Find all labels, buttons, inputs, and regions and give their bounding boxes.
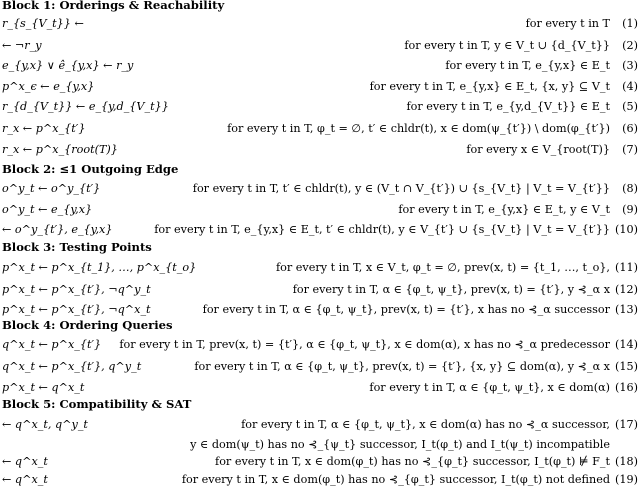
rule-2-head: ← ¬r_y [2, 39, 42, 52]
rule-10-condition: for every t in T, e_{y,x} ∈ E_t, t′ ∈ chldr(t), y ∈ V_{t′} ∪ {s_{V_t} | V_t = V_{t′}} [154, 223, 610, 236]
rule-16-number: (16) [615, 381, 638, 394]
rule-8-number: (8) [622, 182, 638, 195]
rule-6-head: r_x ← p^x_{t′} [2, 122, 86, 135]
block-2-heading: Block 2: ≤1 Outgoing Edge [2, 162, 179, 176]
rule-10-head: ← o^y_{t′}, e_{y,x} [2, 223, 113, 236]
block-3-heading: Block 3: Testing Points [2, 240, 152, 254]
block-1-heading: Block 1: Orderings & Reachability [2, 0, 225, 12]
rule-17-number: (17) [615, 418, 638, 431]
rule-17-condition-continued: y ∈ dom(ψ_t) has no ⊰_{ψ_t} successor, I_t(φ_t) and I_t(ψ_t) incompatible [190, 438, 610, 451]
rule-17-head: ← q^x_t, q^y_t [2, 418, 88, 431]
block-5-heading: Block 5: Compatibility & SAT [2, 397, 192, 411]
rule-7-head: r_x ← p^x_{root(T)} [2, 143, 118, 156]
rule-12-condition: for every t in T, α ∈ {φ_t, ψ_t}, prev(x, t) = {t′}, y ⊰_α x [292, 283, 610, 296]
rule-15-condition: for every t in T, α ∈ {φ_t, ψ_t}, prev(x, t) = {t′}, {x, y} ⊆ dom(α), y ⊰_α x [194, 360, 610, 373]
rule-5-head: r_{d_{V_t}} ← e_{y,d_{V_t}} [2, 100, 169, 113]
rule-1-number: (1) [622, 17, 638, 30]
rule-18-head: ← q^x_t [2, 455, 48, 468]
rule-18-number: (18) [615, 455, 638, 468]
rule-9-number: (9) [622, 203, 638, 216]
rule-5-condition: for every t in T, e_{y,d_{V_t}} ∈ E_t [406, 100, 610, 113]
rule-15-head: q^x_t ← p^x_{t′}, q^y_t [2, 360, 142, 373]
rule-2-condition: for every t in T, y ∈ V_t ∪ {d_{V_t}} [404, 39, 610, 52]
rule-8-head: o^y_t ← o^y_{t′} [2, 182, 101, 195]
rule-9-condition: for every t in T, e_{y,x} ∈ E_t, y ∈ V_t [398, 203, 610, 216]
rule-6-condition: for every t in T, φ_t = ∅, t′ ∈ chldr(t), x ∈ dom(ψ_{t′}) \ dom(φ_{t′}) [227, 122, 610, 135]
rule-14-number: (14) [615, 338, 638, 351]
rule-3-number: (3) [622, 59, 638, 72]
rule-5-number: (5) [622, 100, 638, 113]
rule-13-condition: for every t in T, α ∈ {φ_t, ψ_t}, prev(x, t) = {t′}, x has no ⊰_α successor [202, 303, 610, 316]
rule-15-number: (15) [615, 360, 638, 373]
rule-6-number: (6) [622, 122, 638, 135]
rule-4-condition: for every t in T, e_{y,x} ∈ E_t, {x, y} ⊆ V_t [369, 80, 610, 93]
rule-8-condition: for every t in T, t′ ∈ chldr(t), y ∈ (V_t ∩ V_{t′}) ∪ {s_{V_t} | V_t = V_{t′}} [192, 182, 610, 195]
rule-7-number: (7) [622, 143, 638, 156]
rule-4-number: (4) [622, 80, 638, 93]
rule-4-head: p^x_ϵ ← e_{y,x} [2, 80, 95, 93]
rule-14-condition: for every t in T, prev(x, t) = {t′}, α ∈ {φ_t, ψ_t}, x ∈ dom(α), x has no ⊰_α predecessor [119, 338, 610, 351]
rule-19-condition: for every t in T, x ∈ dom(φ_t) has no ⊰_{φ_t} successor, I_t(φ_t) not defined [181, 473, 610, 486]
rule-11-head: p^x_t ← p^x_{t_1}, …, p^x_{t_o} [2, 261, 197, 274]
rule-19-number: (19) [615, 473, 638, 486]
rule-14-head: q^x_t ← p^x_{t′} [2, 338, 102, 351]
rule-12-head: p^x_t ← p^x_{t′}, ¬q^y_t [2, 283, 151, 296]
rule-18-condition: for every t in T, x ∈ dom(φ_t) has no ⊰_{φ_t} successor, I_t(φ_t) ⊭ F_t [215, 455, 610, 468]
rule-10-number: (10) [615, 223, 638, 236]
rule-3-head: e_{y,x} ∨ ê_{y,x} ← r_y [2, 59, 134, 72]
rule-1-head: r_{s_{V_t}} ← [2, 17, 84, 30]
rule-9-head: o^y_t ← e_{y,x} [2, 203, 93, 216]
rule-13-head: p^x_t ← p^x_{t′}, ¬q^x_t [2, 303, 151, 316]
rule-7-condition: for every x ∈ V_{root(T)} [466, 143, 610, 156]
rule-13-number: (13) [615, 303, 638, 316]
rule-16-condition: for every t in T, α ∈ {φ_t, ψ_t}, x ∈ dom(α) [369, 381, 610, 394]
rule-16-head: p^x_t ← q^x_t [2, 381, 85, 394]
rule-1-condition: for every t in T [525, 17, 610, 30]
block-4-heading: Block 4: Ordering Queries [2, 318, 173, 332]
rule-2-number: (2) [622, 39, 638, 52]
rule-3-condition: for every t in T, e_{y,x} ∈ E_t [445, 59, 610, 72]
rule-19-head: ← q^x_t [2, 473, 48, 486]
rule-17-condition: for every t in T, α ∈ {φ_t, ψ_t}, x ∈ dom(α) has no ⊰_α successor, [241, 418, 610, 431]
rule-12-number: (12) [615, 283, 638, 296]
rule-11-condition: for every t in T, x ∈ V_t, φ_t = ∅, prev(x, t) = {t_1, …, t_o}, [276, 261, 610, 274]
rule-11-number: (11) [615, 261, 638, 274]
